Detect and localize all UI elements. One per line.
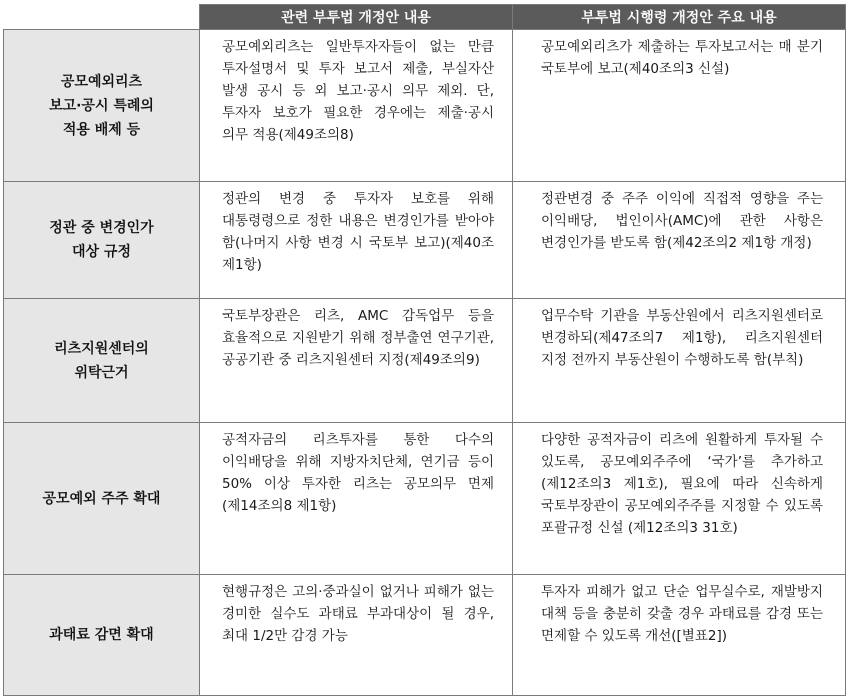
category-line: 적용 배제 등 [62,121,141,138]
category-line: 대상 규정 [72,244,131,260]
category-line: 과태료 감면 확대 [49,627,154,643]
decree-content-cell: 업무수탁 기관을 부동산원에서 리츠지원센터로 변경하되(제47조의7 제1항), 리츠지원센터 지정 전까지 부동산원이 수행하도록 함(부칙) [513,299,846,423]
law-content-cell: 공모예외리츠는 일반투자자들이 없는 만큼 투자설명서 및 투자 보고서 제출, 부실자산 발생 공시 등 외 보고·공시 의무 제외. 단, 투자자 보호가 필요한 경우에는 제출·공시 의무 적용(제49조의8) [200,30,513,182]
decree-content-cell: 정관변경 중 주주 이익에 직접적 영향을 주는 이익배당, 법인이사(AMC)에 관한 사항은 변경인가를 받도록 함(제42조의2 제1항 개정) [513,182,846,299]
law-content-cell: 국토부장관은 리츠, AMC 감독업무 등을 효율적으로 지원받기 위해 정부출연 연구기관, 공공기관 중 리츠지원센터 지정(제49조의9) [200,299,513,423]
row-category [4,30,200,182]
table-header-row [4,5,846,30]
header-decree-amendment: 부투법 시행령 개정안 주요 내용 [513,5,846,30]
law-content-cell: 공적자금의 리츠투자를 통한 다수의 이익배당을 위해 지방자치단체, 연기금 등이 50% 이상 투자한 리츠는 공모의무 면제 (제14조의8 제1항) [200,423,513,575]
category-line: 공모예외 주주 확대 [42,490,161,507]
header-corner [4,5,200,30]
row-category [4,299,200,423]
category-line: 정관 중 변경인가 [49,220,154,236]
category-line: 위탁근거 [74,364,129,381]
table-row [4,299,846,423]
decree-content-cell: 공모예외리츠가 제출하는 투자보고서는 매 분기 국토부에 보고(제40조의3 신설) [513,30,846,182]
category-line: 공모예외리츠 [60,73,143,90]
category-line: 보고·공시 특례의 [49,97,154,114]
header-law-amendment: 관련 부투법 개정안 내용 [200,5,513,30]
table-row [4,182,846,299]
law-content-cell: 정관의 변경 중 투자자 보호를 위해 대통령령으로 정한 내용은 변경인가를 받아야 함(나머지 사항 변경 시 국토부 보고)(제40조 제1항) [200,182,513,299]
row-category [4,182,200,299]
table-row [4,575,846,696]
decree-content-cell: 투자자 피해가 없고 단순 업무실수로, 재발방지 대책 등을 충분히 갖출 경우 과태료를 감경 또는 면제할 수 있도록 개선([별표2]) [513,575,846,696]
row-category [4,423,200,575]
law-content-cell: 현행규정은 고의·중과실이 없거나 피해가 없는 경미한 실수도 과태료 부과대상이 될 경우, 최대 1/2만 감경 가능 [200,575,513,696]
table-row [4,30,846,182]
decree-content-cell: 다양한 공적자금이 리츠에 원활하게 투자될 수 있도록, 공모예외주주에 ‘국가’를 추가하고(제12조의3 제1호), 필요에 따라 신속하게 국토부장관이 공모예외주주를 지정할 수 있도록 포괄규정 신설 (제12조의3 31호) [513,423,846,575]
row-category [4,575,200,696]
category-line: 리츠지원센터의 [54,340,149,357]
table-row [4,423,846,575]
law-comparison-table [3,4,846,696]
